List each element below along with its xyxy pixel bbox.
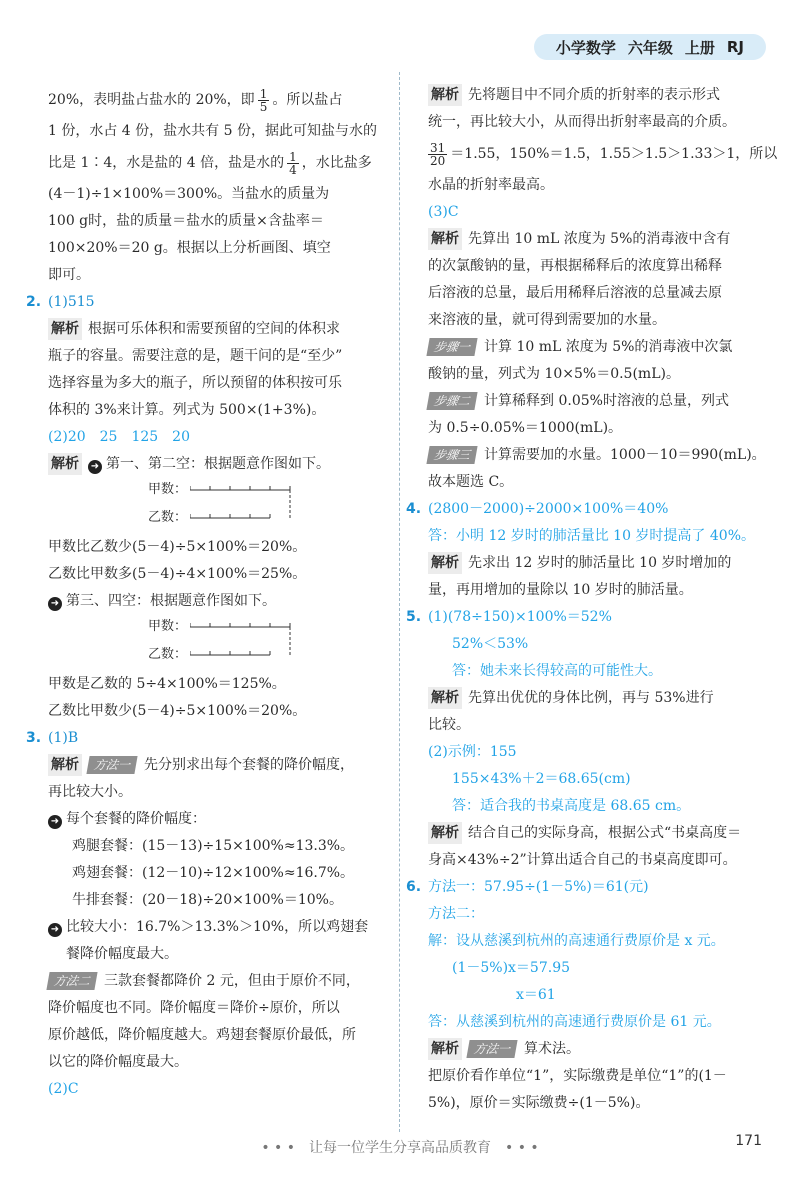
- question-3: 3. (1)B 解析 方法一 先分别求出每个套餐的降价幅度， 再比较大小。 ➜ 每个套餐的降价幅度： 鸡腿套餐：(15－13)÷15×100%≈13.3%。 鸡翅套餐：(12－10)÷12×100%≈16.7%。 牛排套餐：(20－18)÷20×100%＝10%。 ➜ 比较大小：16.7%＞13.3%＞10%，所以鸡翅套 餐降价幅度最大。 方法二 三款套餐都降价 2 元，但由于原价不同， 降价幅度也不同。降价幅度＝降价÷原价，所以 原价越低，降价幅度越大。鸡翅套餐原价最低，所 以它的降价幅度最大。 (2)C: [26, 730, 369, 1097]
- header-badge: [534, 34, 766, 60]
- method-1-tag: 方法一: [86, 756, 137, 774]
- header-edition: RJ: [726, 38, 744, 56]
- step-2-tag: 步骤二: [426, 392, 477, 410]
- segment-diagram-1: [190, 478, 330, 534]
- question-2: 2. (1)515 解析 根据可乐体积和需要预留的空间的体积求 瓶子的容量。需要注意的是，题干问的是“至少” 选择容量为多大的瓶子，所以预留的体积按可乐 体积的 3%来计算。列式为 500×(1+3%)。 (2)20 25 125 20 解析 ➜ 第一、第二空：根据题意作图如下。 甲数： 乙数： 甲数比乙数少(5－4)÷5×100%＝20%。 乙数比甲数多(5－4)÷4×100%＝25%。 ➜ 第三、四空：根据题意作图如下。 甲数： 乙数： 甲数是乙数的 5÷4×100%＝125%。 乙数比甲数少(5－4)÷5×100%＝20%。: [30, 289, 390, 725]
- header-subject: 小学数学: [555, 38, 616, 57]
- step-1-tag: 步骤一: [426, 338, 477, 356]
- q3-continued: 解析 先将题目中不同介质的折射率的表示形式 统一，再比较大小，从而得出折射率最高的介质。 $\frac{31}{20}$ ＝1.55，150%＝1.5，1.55＞1.5＞1.33＞1，所以 水晶的折射率最高。 (3)C 解析 先算出 10 mL 浓度为 5%的消毒液中含有 的次氯酸钠的量，再根据稀释后的浓度算出稀释 后溶液的总量，最后用稀释后溶液的总量减去原 来溶液的量，就可得到需要加的水量。 步骤一 计算 10 mL 浓度为 5%的消毒液中次氯 酸钠的量，列式为 10×5%＝0.5(mL)。 步骤二 计算稀释到 0.05%时溶液的总量，列式 为 0.5÷0.05%＝1000(mL)。 步骤三 计算需要加的水量。1000－10＝990(mL)。 故本题选 C。: [410, 82, 772, 496]
- fraction-1-5: $\frac{1}{5}$: [259, 86, 268, 114]
- arrow-icon: ➜: [48, 923, 62, 937]
- question-6: 6. 方法一：57.95÷(1－5%)＝61(元) 方法二： 解：设从慈溪到杭州的高速通行费原价是 x 元。 (1－5%)x＝57.95 x＝61 答：从慈溪到杭州的高速通行费原价是 61 元。 解析 方法一 算术法。 把原价看作单位“1”，实际缴费是单位“1”的(1－ 5%)，原价＝实际缴费÷(1－5%)。: [406, 879, 727, 1111]
- method-2-tag: 方法二: [46, 972, 97, 990]
- analysis-tag: 解析: [48, 318, 82, 340]
- header-grade: 六年级: [627, 38, 673, 57]
- right-column: [406, 82, 778, 1117]
- bar-diagram-1: 甲数： 乙数：: [148, 478, 390, 534]
- question-5: 5. (1)(78÷150)×100%＝52% 52%＜53% 答：她未来长得较高的可能性大。 解析 先算出优优的身体比例，再与 53%进行 比较。 (2)示例：155 155×43%＋2＝68.65(cm) 答：适合我的书桌高度是 68.65 cm。 解析 结合自己的实际身高，根据公式“书桌高度＝ 身高×43%÷2”计算出适合自己的书桌高度即可。: [406, 609, 742, 868]
- segment-diagram-2: [190, 615, 330, 671]
- q1-continued: 20%，表明盐占盐水的 20%，即 $\frac{1}{5}$ 。所以盐占 1 份，水占 4 份，盐水共有 5 份，据此可知盐与水的 比是 1∶4，水是盐的 4 倍，盐是水的 $\frac{1}{4}$ ，水比盐多 (4－1)÷1×100%＝300%。当盐水的质量为 100 g时，盐的质量＝盐水的质量×含盐率＝ 100×20%＝20 g。根据以上分析画图、填空 即可。: [48, 86, 377, 283]
- step-3-tag: 步骤三: [426, 446, 477, 464]
- arrow-icon: ➜: [48, 597, 62, 611]
- header-volume: 上册: [684, 38, 715, 57]
- arrow-icon: ➜: [48, 815, 62, 829]
- page-number: 171: [735, 1133, 762, 1149]
- question-4: 4. (2800－2000)÷2000×100%＝40% 答：小明 12 岁时的肺活量比 10 岁时提高了 40%。 解析 先求出 12 岁时的肺活量比 10 岁时增加的 量，再用增加的量除以 10 岁时的肺活量。: [406, 501, 755, 598]
- fraction-31-20: $\frac{31}{20}$: [430, 140, 446, 168]
- method-tag: 方法一: [466, 1040, 517, 1058]
- bar-diagram-2: 甲数： 乙数：: [148, 615, 390, 671]
- fraction-1-4: $\frac{1}{4}$: [289, 149, 297, 177]
- left-column: [26, 82, 390, 1103]
- column-divider: [399, 72, 400, 1132]
- footer-slogan: • • • 让每一位学生分享高品质教育 • • •: [261, 1140, 539, 1156]
- arrow-icon: ➜: [88, 460, 102, 474]
